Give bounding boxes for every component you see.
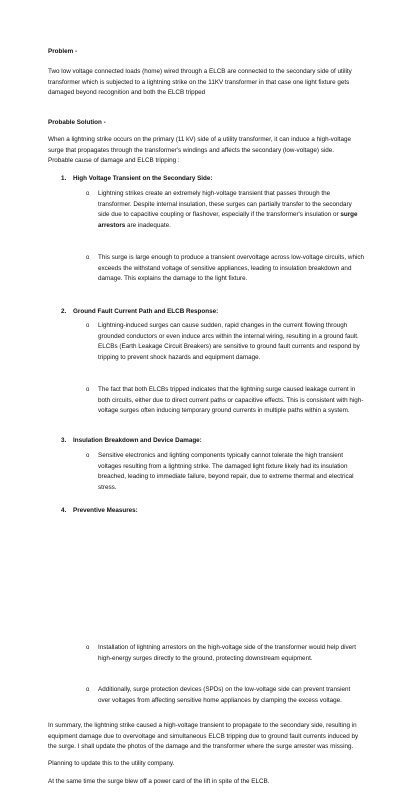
section-2-bullet-2: The fact that both ELCBs tripped indicates that the lightning surge caused leakage current in both circuits, either due to direct current paths or capacitive effects. This is consistent with high-voltage surges often inducing temporary ground currents in multiple paths within a system. — [98, 386, 364, 414]
bullet-bold-text: surge arrestors — [98, 211, 358, 229]
solution-heading: Probable Solution - — [48, 119, 106, 126]
section-title: Ground Fault Current Path and ELCB Response: — [73, 308, 219, 315]
bullet-icon: o — [86, 453, 90, 459]
section-3-heading — [61, 436, 361, 446]
section-1-heading — [61, 174, 361, 184]
section-number: 2. — [61, 308, 67, 315]
section-4-bullet-1: Installation of lightning arrestors on the high-voltage side of the transformer would help divert high-energy surges directly to the ground, protecting downstream equipment. — [98, 644, 356, 662]
closing-paragraph: At the same time the surge blew off a power card of the lift in spite of the ELCB. — [48, 778, 270, 785]
bullet-icon: o — [86, 687, 90, 693]
bullet-icon: o — [86, 323, 90, 329]
stray-mark — [248, 597, 250, 599]
section-2-bullet-1: Lightning-induced surges can cause sudden, rapid changes in the current flowing through grounded conductors or even induce arcs within the internal wiring, resulting in a ground fault. ELCBs (Earth Leakage Circuit Breakers) are sensitive to ground fault currents and respond by tripping to prevent shock hazards and equipment damage. — [98, 322, 360, 361]
section-1-bullet-2: This surge is large enough to produce a transient overvoltage across low-voltage circuits, which exceeds the withstand voltage of sensitive appliances, leading to insulation breakdown and damage. This explains the damage to the light fixture. — [98, 254, 365, 282]
summary-paragraph: In summary, the lightning strike caused a high-voltage transient to propagate to the secondary side, resulting in equipment damage due to overvoltage and simultaneous ELCB tripping due to ground fault currents induced by the surge. I shall update the photos of the damage and the transformer where the surge arrester was missing. — [48, 722, 359, 750]
planning-paragraph: Planning to update this to the utility company. — [48, 760, 175, 767]
section-2-heading — [61, 307, 361, 317]
bullet-icon: o — [86, 255, 90, 261]
problem-text: Two low voltage connected loads (home) wired through a ELCB are connected to the secondary side of utility transformer which is subjected to a lightning strike on the 11KV transformer in that case one light fixture gets damaged beyond recognition and both the ELCB tripped — [48, 68, 352, 96]
section-title: Insulation Breakdown and Device Damage: — [73, 437, 202, 444]
solution-intro: When a lightning strike occurs on the primary (11 kV) side of a utility transformer, it can induce a high-voltage surge that propagates through the transformer's windings and affects the secondary (low-voltage) side. Probable cause of damage and ELCB tripping : — [48, 136, 351, 164]
section-number: 1. — [61, 175, 67, 182]
section-3-bullet-1: Sensitive electronics and lighting components typically cannot tolerate the high transient voltages resulting from a lightning strike. The damaged light fixture likely had its insulation breached, leading to immediate failure, beyond repair, due to extreme thermal and electrical stress. — [98, 452, 354, 491]
section-number: 3. — [61, 437, 67, 444]
bullet-icon: o — [86, 387, 90, 393]
section-title: High Voltage Transient on the Secondary Side: — [73, 175, 213, 182]
section-4-bullet-2: Additionally, surge protection devices (SPDs) on the low-voltage side can prevent transient over voltages from affecting sensitive home appliances by clamping the excess voltage. — [98, 686, 351, 704]
section-1-bullet-1 — [98, 189, 364, 231]
section-4-heading — [61, 506, 361, 516]
bullet-text: Lightning strikes create an extremely high-voltage transient that passes through the transformer. Despite internal insulation, these surges can partially transfer to the secondary side due to capacitive coupling or flashover, especially if the transformer's insulation or — [98, 190, 352, 218]
bullet-icon: o — [86, 191, 90, 197]
bullet-icon: o — [86, 645, 90, 651]
problem-heading: Problem - — [48, 48, 78, 55]
section-title: Preventive Measures: — [73, 507, 138, 514]
bullet-text: are inadequate. — [125, 221, 171, 229]
section-number: 4. — [61, 507, 67, 514]
